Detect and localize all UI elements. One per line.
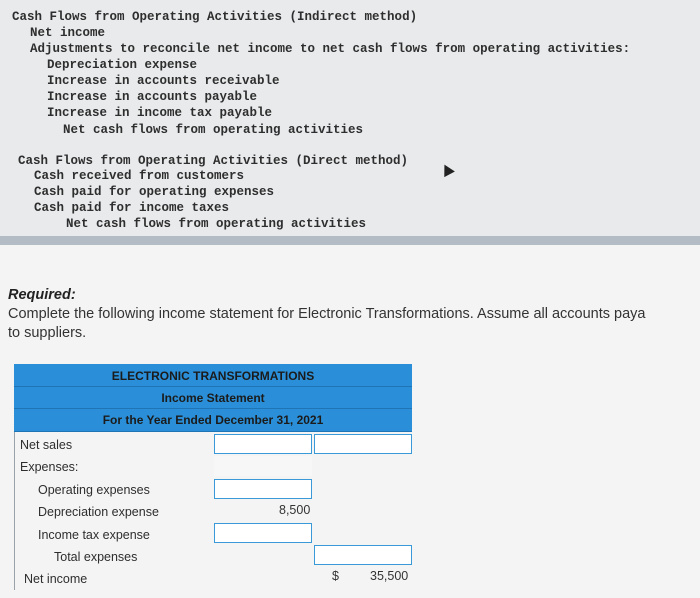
net-sales-input[interactable] (214, 434, 312, 454)
indirect-item: Increase in accounts receivable (47, 74, 280, 88)
total-expenses-label: Total expenses (54, 550, 138, 564)
required-text (8, 305, 698, 343)
indirect-item: Depreciation expense (47, 58, 198, 72)
net-income-value: 35,500 (370, 569, 409, 583)
indirect-item: Increase in accounts payable (47, 90, 258, 104)
operating-expenses-label: Operating expenses (38, 483, 150, 497)
statement-name: Income Statement (14, 387, 412, 409)
required-text-line2: to suppliers. (8, 325, 87, 341)
indirect-title: Cash Flows from Operating Activities (Indirect method) (12, 10, 418, 24)
net-sales-label: Net sales (20, 438, 73, 452)
expenses-label: Expenses: (20, 460, 79, 474)
direct-total: Net cash flows from operating activities (66, 217, 367, 231)
statement-company: ELECTRONIC TRANSFORMATIONS (14, 364, 412, 387)
net-sales-total-input[interactable] (314, 434, 412, 454)
indirect-adjustments: Adjustments to reconcile net income to net cash flows from operating activities: (30, 42, 631, 56)
depreciation-label: Depreciation expense (38, 505, 159, 519)
indirect-net-income: Net income (30, 26, 106, 40)
direct-item: Cash paid for income taxes (34, 201, 230, 215)
income-tax-label: Income tax expense (38, 528, 150, 542)
required-title: Required: (8, 287, 76, 303)
net-income-label: Net income (24, 572, 88, 586)
divider (0, 236, 700, 245)
income-statement (14, 364, 412, 590)
required-text-line1: Complete the following income statement for Electronic Transformations. Assume all accounts paya (8, 306, 646, 322)
cash-flow-section (0, 0, 700, 246)
direct-item: Cash received from customers (34, 169, 245, 183)
expenses-blank (214, 456, 312, 476)
statement-period: For the Year Ended December 31, 2021 (14, 409, 412, 432)
cursor-arrow-icon (439, 162, 455, 177)
operating-expenses-input[interactable] (214, 479, 312, 499)
total-expenses-input[interactable] (314, 545, 412, 565)
currency-symbol: $ (332, 569, 339, 583)
indirect-total: Net cash flows from operating activities (63, 123, 364, 137)
direct-title: Cash Flows from Operating Activities (Direct method) (18, 154, 409, 168)
direct-item: Cash paid for operating expenses (34, 185, 275, 199)
income-tax-input[interactable] (214, 523, 312, 543)
depreciation-value: 8,500 (279, 503, 311, 517)
indirect-item: Increase in income tax payable (47, 106, 273, 120)
